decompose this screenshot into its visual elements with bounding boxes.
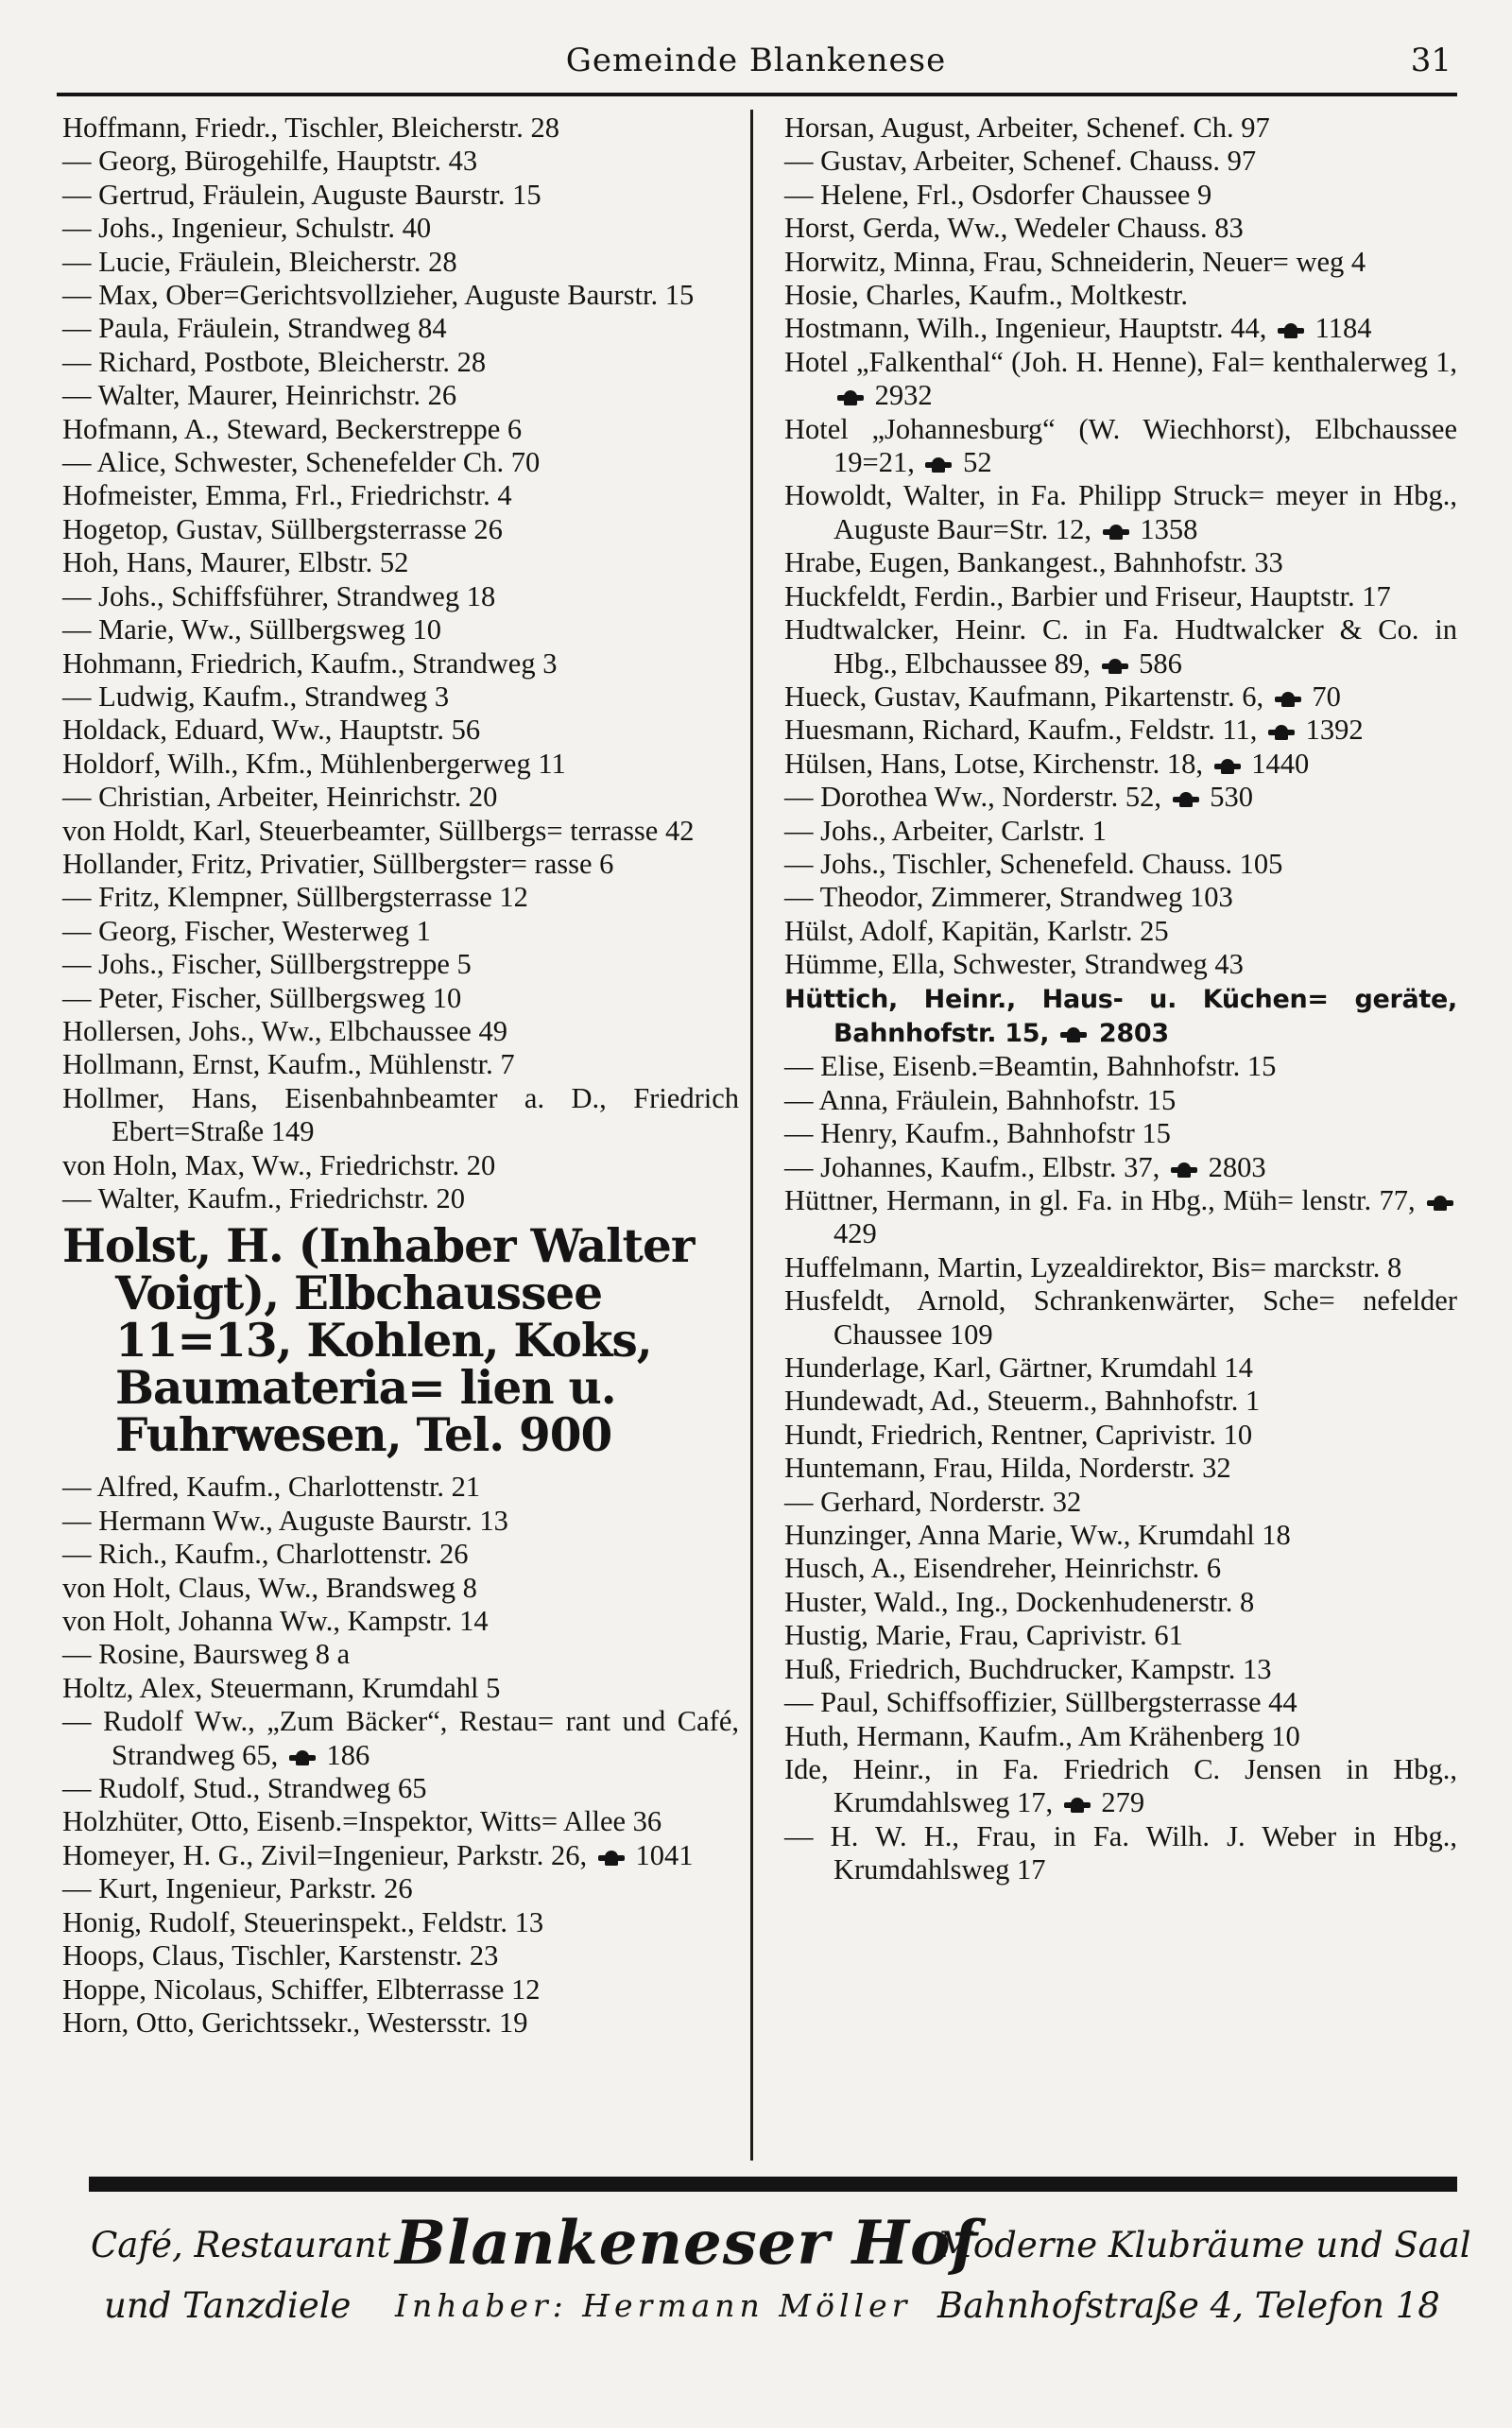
directory-entry [62,815,739,848]
directory-entry [62,1538,739,1571]
entry-text: — Georg, Fischer, Westerweg 1 [62,914,431,947]
entry-text: — Kurt, Ingenieur, Parkstr. 26 [62,1872,413,1905]
directory-entry [62,379,739,412]
directory-entry [784,1753,1457,1820]
directory-entry [62,1973,739,2006]
entry-text: Hofmeister, Emma, Frl., Friedrichstr. 4 [62,479,512,512]
entry-text: — Alice, Schwester, Schenefelder Ch. 70 [62,446,541,479]
directory-entry [62,613,739,646]
entry-text: — Marie, Ww., Süllbergsweg 10 [62,613,441,646]
entry-text: — Helene, Frl., Osdorfer Chaussee 9 [784,178,1212,211]
directory-entry [62,982,739,1015]
entry-text: — Lucie, Fräulein, Bleicherstr. 28 [62,245,457,278]
directory-entry [784,881,1457,914]
entry-text: — Paula, Fräulein, Strandweg 84 [62,312,447,345]
entry-text: — Johannes, Kaufm., Elbstr. 37, [784,1150,1160,1183]
entry-text: — Ludwig, Kaufm., Strandweg 3 [62,680,450,713]
phone-number: 2932 [868,379,933,412]
directory-entry [784,1586,1457,1619]
right-column [784,112,1457,1887]
directory-entry [784,1519,1457,1552]
entry-text: — Rich., Kaufm., Charlottenstr. 26 [62,1538,469,1571]
directory-entry [62,647,739,680]
entry-text: Huß, Friedrich, Buchdrucker, Kampstr. 13 [784,1652,1272,1685]
directory-entry [784,546,1457,579]
directory-entry [62,1182,739,1215]
directory-entry [784,112,1457,145]
entry-text: — Rudolf, Stud., Strandweg 65 [62,1772,427,1805]
directory-entry [62,1471,739,1504]
directory-entry [784,982,1457,1051]
entry-text: Ide, Heinr., in Fa. Friedrich C. Jensen in Hbg., Krumdahlsweg 17, [784,1752,1457,1819]
column-divider [750,110,753,2161]
holst-advertisement: Holst, H. (Inhaber Walter Voigt), Elbchaussee 11=13, Kohlen, Koks, Baumateria= lien u. Fuhrwesen, Tel. 900 [62,1219,695,1463]
directory-entry [784,1486,1457,1519]
phone-number: 52 [955,446,992,479]
entry-text: Hollersen, Johs., Ww., Elbchaussee 49 [62,1014,507,1047]
entry-text: Hülst, Adolf, Kapitän, Karlstr. 25 [784,914,1169,947]
entry-text: — Gustav, Arbeiter, Schenef. Chauss. 97 [784,145,1257,178]
directory-entry [784,346,1457,413]
entry-text: Hotel „Johannesburg“ (W. Wiechhorst), Elbchaussee 19=21, [784,412,1457,479]
entry-text: Howoldt, Walter, in Fa. Philipp Struck= meyer in Hbg., Auguste Baur=Str. 12, [784,479,1457,545]
entry-text: — Johs., Tischler, Schenefeld. Chauss. 105 [784,847,1283,880]
entry-text: — Gertrud, Fräulein, Auguste Baurstr. 15 [62,178,541,211]
directory-entry [784,1452,1457,1485]
entry-text: Hüttner, Hermann, in gl. Fa. in Hbg., Müh= lenstr. 77, [784,1184,1416,1216]
entry-text: Hoops, Claus, Tischler, Karstenstr. 23 [62,1939,499,1972]
directory-entry [62,446,739,479]
entry-text: — Hermann Ww., Auguste Baurstr. 13 [62,1504,508,1537]
ad-owner: Inhaber: Hermann Möller [395,2287,912,2324]
directory-entry [784,279,1457,312]
directory-entry [784,312,1457,345]
directory-entry [784,1284,1457,1352]
entry-text: — Anna, Fräulein, Bahnhofstr. 15 [784,1083,1177,1116]
directory-entry [62,112,739,145]
directory-entry [62,312,739,345]
directory-entry [784,1184,1457,1251]
directory-entry [784,781,1457,814]
entry-text: Hoffmann, Friedr., Tischler, Bleicherstr. 28 [62,112,559,144]
entry-text: — Alfred, Kaufm., Charlottenstr. 21 [62,1471,481,1504]
directory-entry [784,1385,1457,1418]
telephone-icon [1102,659,1128,674]
left-column [62,112,739,2040]
entry-text: Hosie, Charles, Kaufm., Moltkestr. [784,279,1188,312]
entry-text: Hunzinger, Anna Marie, Ww., Krumdahl 18 [784,1519,1291,1552]
left-entries-bottom [62,1471,739,2040]
telephone-icon [1278,323,1304,338]
phone-number: 586 [1131,646,1182,680]
entry-text: Homeyer, H. G., Zivil=Ingenieur, Parkstr. 26, [62,1838,588,1871]
entry-text: — Paul, Schiffsoffizier, Süllbergsterrasse 44 [784,1686,1297,1719]
telephone-icon [1268,725,1295,740]
directory-entry [784,580,1457,613]
directory-entry [784,179,1457,212]
entry-text: von Holt, Claus, Ww., Brandsweg 8 [62,1571,477,1604]
entry-text: Hollander, Fritz, Privatier, Süllbergster= rasse 6 [62,847,614,880]
entry-text: Hogetop, Gustav, Süllbergsterrasse 26 [62,512,503,545]
entry-text: Hoh, Hans, Maurer, Elbstr. 52 [62,546,409,579]
directory-entry [62,1605,739,1638]
entry-text: Hoppe, Nicolaus, Schiffer, Elbterrasse 12 [62,1972,541,2006]
directory-entry [62,1839,739,1872]
phone-number: 1392 [1297,714,1364,747]
directory-entry [62,346,739,379]
phone-number: 1358 [1132,512,1198,545]
entry-text: — Dorothea Ww., Norderstr. 52, [784,781,1161,814]
directory-entry [62,1805,739,1838]
page-number: 31 [1410,42,1452,79]
telephone-icon [1060,1027,1087,1042]
telephone-icon [925,457,952,473]
directory-entry [784,1352,1457,1385]
directory-entry [784,145,1457,178]
directory-entry [62,246,739,279]
phone-number: 2803 [1200,1150,1266,1183]
entry-text: Husfeldt, Arnold, Schrankenwärter, Sche= nefelder Chaussee 109 [784,1284,1457,1351]
telephone-icon [837,390,864,405]
directory-entry [62,881,739,914]
directory-entry [784,1084,1457,1117]
entry-text: — Peter, Fischer, Süllbergsweg 10 [62,981,462,1014]
directory-entry [62,1048,739,1081]
directory-entry [784,613,1457,680]
directory-entry [62,413,739,446]
phone-number: 530 [1202,781,1253,814]
entry-text: Hundt, Friedrich, Rentner, Caprivistr. 10 [784,1418,1253,1451]
telephone-icon [1173,792,1199,807]
directory-entry [62,1572,739,1605]
phone-number: 279 [1093,1786,1145,1819]
telephone-icon [1103,525,1129,540]
entry-text: Hollmer, Hans, Eisenbahnbeamter a. D., Friedrich Ebert=Straße 149 [62,1081,739,1148]
entry-text: Huntemann, Frau, Hilda, Norderstr. 32 [784,1452,1231,1485]
directory-entry [62,513,739,546]
directory-entry [784,748,1457,781]
entry-text: Huesmann, Richard, Kaufm., Feldstr. 11, [784,714,1258,747]
ad-business-name: Blankeneser Hof [395,2208,979,2279]
directory-entry [62,1772,739,1805]
entry-text: — Johs., Schiffsführer, Strandweg 18 [62,579,496,612]
entry-text: Huth, Hermann, Kaufm., Am Krähenberg 10 [784,1719,1300,1752]
directory-entry [784,1251,1457,1284]
entry-text: — Henry, Kaufm., Bahnhofstr 15 [784,1117,1171,1150]
directory-entry [62,1872,739,1905]
entry-text: von Holn, Max, Ww., Friedrichstr. 20 [62,1148,496,1181]
entry-text: Huster, Wald., Ing., Dockenhudenerstr. 8 [784,1585,1255,1618]
entry-text: — Johs., Arbeiter, Carlstr. 1 [784,814,1108,847]
entry-text: Hustig, Marie, Frau, Caprivistr. 61 [784,1619,1183,1652]
entry-text: Hudtwalcker, Heinr. C. in Fa. Hudtwalcker & Co. in Hbg., Elbchaussee 89, [784,613,1457,680]
directory-entry [784,1419,1457,1452]
entry-text: Hüttich, Heinr., Haus- u. Küchen= geräte, Bahnhofstr. 15, [784,984,1457,1048]
page-header-title: Gemeinde Blankenese [565,42,947,79]
directory-entry [784,1117,1457,1150]
directory-entry [784,246,1457,279]
entry-text: — Richard, Postbote, Bleicherstr. 28 [62,345,487,378]
telephone-icon [1427,1196,1453,1211]
entry-text: Horsan, August, Arbeiter, Schenef. Ch. 97 [784,112,1270,144]
directory-entry [784,1619,1457,1652]
entry-text: — Theodor, Zimmerer, Strandweg 103 [784,881,1233,914]
header-rule [57,93,1457,96]
entry-text: — Max, Ober=Gerichtsvollzieher, Auguste Baurstr. 15 [62,279,695,312]
directory-entry [62,948,739,981]
telephone-icon [289,1750,316,1765]
directory-entry [62,546,739,579]
entry-text: — Johs., Ingenieur, Schulstr. 40 [62,212,432,245]
footer-rule [89,2177,1457,2192]
entry-text: Hotel „Falkenthal“ (Joh. H. Henne), Fal= kenthalerweg 1, [784,345,1457,378]
entry-text: Holdorf, Wilh., Kfm., Mühlenbergerweg 11 [62,747,566,780]
directory-entry [784,1720,1457,1753]
entry-text: von Holt, Johanna Ww., Kampstr. 14 [62,1605,489,1638]
directory-entry [62,748,739,781]
phone-number: 429 [833,1217,877,1250]
directory-entry [62,1672,739,1705]
entry-text: von Holdt, Karl, Steuerbeamter, Süllbergs= terrasse 42 [62,814,695,847]
directory-entry [784,479,1457,546]
directory-entry [62,580,739,613]
directory-entry [784,714,1457,747]
directory-entry [62,1505,739,1538]
directory-entry [784,1820,1457,1887]
entry-text: Hrabe, Eugen, Bankangest., Bahnhofstr. 33 [784,546,1283,579]
entry-text: — Fritz, Klempner, Süllbergsterrasse 12 [62,881,528,914]
entry-text: Hunderlage, Karl, Gärtner, Krumdahl 14 [784,1352,1253,1385]
directory-entry [62,714,739,747]
phone-number: 70 [1304,680,1341,713]
entry-text: — Johs., Fischer, Süllbergstreppe 5 [62,948,472,981]
directory-entry [784,1653,1457,1686]
entry-text: — Rosine, Baursweg 8 a [62,1638,351,1671]
directory-entry [62,2006,739,2040]
telephone-icon [1171,1162,1197,1178]
phone-number: 1184 [1307,312,1372,345]
entry-text: Hollmann, Ernst, Kaufm., Mühlenstr. 7 [62,1048,515,1081]
directory-entry [784,680,1457,714]
directory-entry [784,948,1457,981]
left-entries-top [62,112,739,1215]
directory-entry [62,915,739,948]
directory-entry [62,1705,739,1772]
entry-text: Huckfeldt, Ferdin., Barbier und Friseur, Hauptstr. 17 [784,579,1391,612]
entry-text: — Elise, Eisenb.=Beamtin, Bahnhofstr. 15 [784,1050,1277,1083]
entry-text: Horst, Gerda, Ww., Wedeler Chauss. 83 [784,212,1244,245]
entry-text: Holdack, Eduard, Ww., Hauptstr. 56 [62,714,481,747]
directory-entry [784,848,1457,881]
directory-entry [784,815,1457,848]
telephone-icon [598,1851,625,1866]
entry-text: Hundewadt, Ad., Steuerm., Bahnhofstr. 1 [784,1385,1261,1418]
directory-entry [62,145,739,178]
telephone-icon [1064,1798,1091,1813]
directory-entry [62,1015,739,1048]
entry-text: — Walter, Kaufm., Friedrichstr. 20 [62,1182,466,1214]
entry-text: — Rudolf Ww., „Zum Bäcker“, Restau= rant und Café, Strandweg 65, [62,1705,739,1771]
entry-text: Huffelmann, Martin, Lyzealdirektor, Bis= marckstr. 8 [784,1250,1402,1283]
phone-number: 1041 [627,1838,694,1871]
directory-entry [62,680,739,714]
entry-text: Husch, A., Eisendreher, Heinrichstr. 6 [784,1552,1222,1585]
entry-text: Hümme, Ella, Schwester, Strandweg 43 [784,948,1244,981]
directory-entry [62,1906,739,1939]
ad-address-phone: Bahnhofstraße 4, Telefon 18 [937,2285,1440,2326]
directory-entry [62,212,739,245]
entry-text: — Georg, Bürogehilfe, Hauptstr. 43 [62,145,478,178]
entry-text: Horwitz, Minna, Frau, Schneiderin, Neuer= weg 4 [784,245,1366,278]
ad-klubraeume: Moderne Klubräume und Saal [937,2225,1471,2265]
directory-entry [62,279,739,312]
entry-text: Honig, Rudolf, Steuerinspekt., Feldstr. 13 [62,1905,544,1938]
directory-entry [62,848,739,881]
ad-tanzdiele: und Tanzdiele [104,2285,352,2326]
telephone-icon [1214,759,1241,774]
entry-text: — Gerhard, Norderstr. 32 [784,1485,1082,1518]
phone-number: 186 [318,1738,370,1771]
directory-entry [784,1686,1457,1719]
directory-entry [62,781,739,814]
entry-text: Horn, Otto, Gerichtssekr., Westersstr. 19 [62,2006,528,2039]
ad-cafe-restaurant: Café, Restaurant [91,2225,391,2265]
right-entries [784,112,1457,1887]
entry-text: Hofmann, A., Steward, Beckerstreppe 6 [62,412,523,445]
entry-text: Hostmann, Wilh., Ingenieur, Hauptstr. 44, [784,312,1267,345]
phone-number: 1440 [1244,747,1310,780]
directory-entry [62,1939,739,1972]
directory-entry [784,1552,1457,1585]
footer-advertisement [0,2202,1512,2334]
directory-entry [62,1638,739,1671]
directory-entry [784,413,1457,480]
entry-text: Hohmann, Friedrich, Kaufm., Strandweg 3 [62,646,558,680]
entry-text: Holtz, Alex, Steuermann, Krumdahl 5 [62,1671,501,1704]
entry-text: — H. W. H., Frau, in Fa. Wilh. J. Weber in Hbg., Krumdahlsweg 17 [784,1819,1457,1886]
entry-text: Hueck, Gustav, Kaufmann, Pikartenstr. 6, [784,680,1264,713]
directory-entry [62,1149,739,1182]
directory-entry [62,1082,739,1149]
entry-text: Holzhüter, Otto, Eisenb.=Inspektor, Witts= Allee 36 [62,1805,662,1838]
directory-entry [784,1151,1457,1184]
entry-text: Hülsen, Hans, Lotse, Kirchenstr. 18, [784,747,1204,780]
directory-entry [62,479,739,512]
directory-entry [784,1050,1457,1083]
telephone-icon [1275,692,1301,707]
entry-text: — Christian, Arbeiter, Heinrichstr. 20 [62,781,498,814]
directory-entry [784,212,1457,245]
entry-text: — Walter, Maurer, Heinrichstr. 26 [62,379,457,412]
directory-entry [784,915,1457,948]
phone-number: 2803 [1090,1018,1169,1048]
directory-entry [62,179,739,212]
